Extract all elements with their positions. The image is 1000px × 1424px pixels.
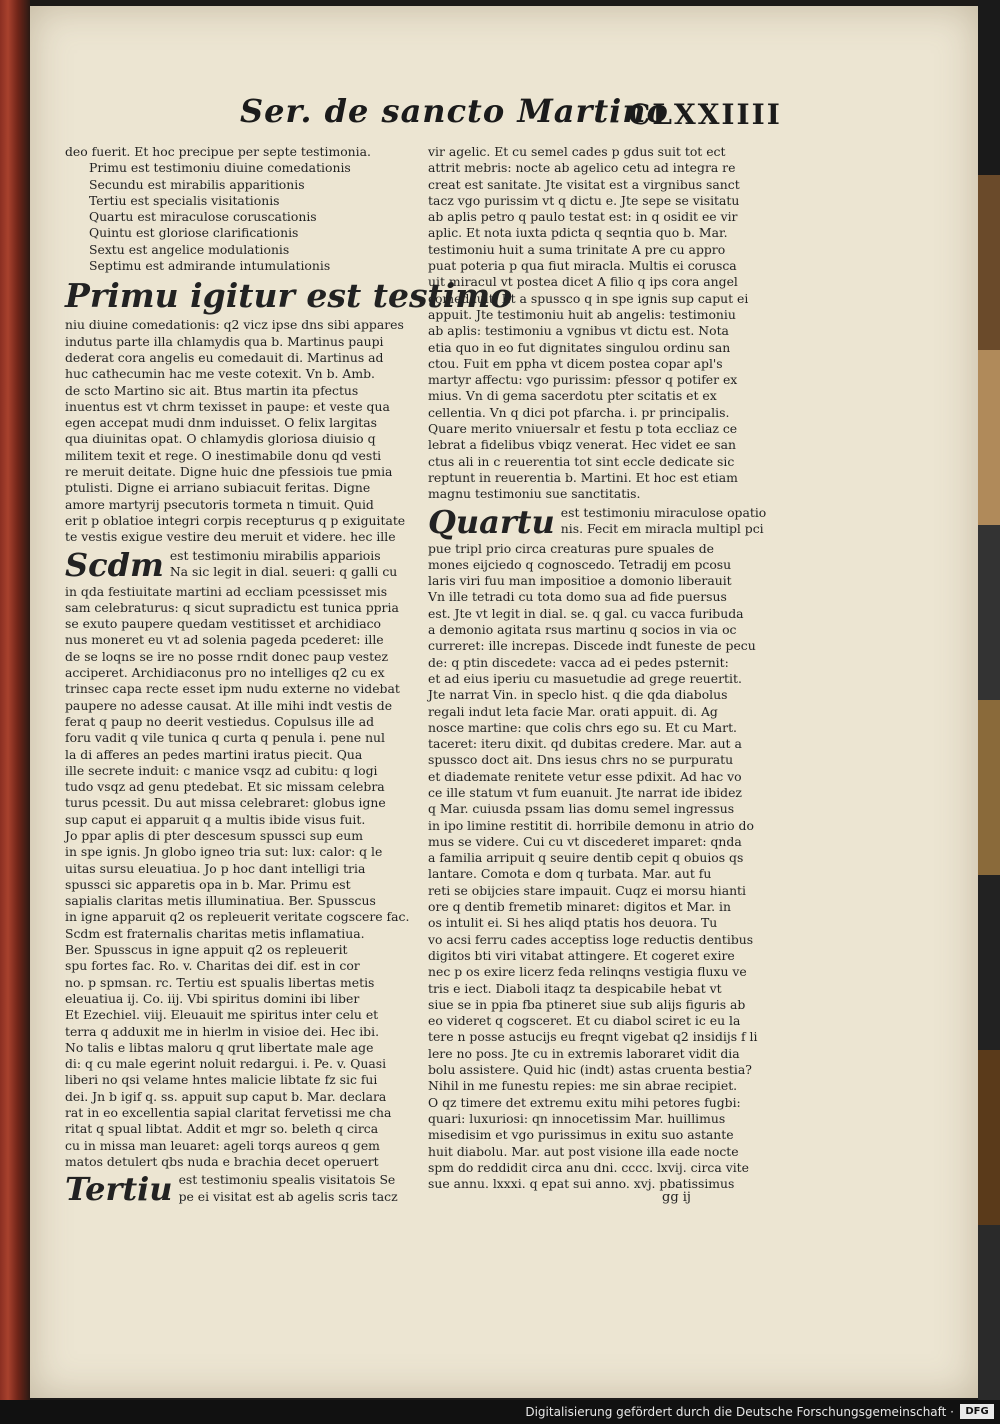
text-line: Et Ezechiel. viij. Eleuauit me spiritus inter celu et <box>65 1007 379 1023</box>
dfg-logo: DFG <box>960 1404 994 1419</box>
text-line: Septimu est admirande intumulationis <box>89 258 331 274</box>
text-line: taceret: iteru dixit. qd dubitas credere. Mar. aut a <box>428 736 742 752</box>
text-line: foru vadit q vile tunica q curta q penula i. pene nul <box>65 730 386 746</box>
section-secundum <box>65 545 400 584</box>
text-line: testimoniu huit a suma trinitate A pre cu appro <box>428 241 726 257</box>
section-heading-primum: Primu igitur est testimo <box>65 276 513 316</box>
text-line: tudo vsqz ad genu ptedebat. Et sic missam celebra <box>65 779 385 795</box>
text-line: curreret: ille increpas. Discede indt funeste de pecu <box>428 638 756 654</box>
text-line: mones eijciedo q cognoscedo. Tetradij em pcosu <box>428 556 732 572</box>
text-line: no. p spmsan. rc. Tertiu est spualis libertas metis <box>65 974 375 990</box>
text-line: paupere no adesse causat. At ille mihi indt vestis de <box>65 697 393 713</box>
text-line: di: q cu male egerint noluit redargui. i. Pe. v. Quasi <box>65 1056 387 1072</box>
text-line: Scdm est fraternalis charitas metis inflamatiua. <box>65 925 365 941</box>
text-line: et ad eius iperiu cu masuetudie ad grege reuertit. <box>428 670 742 686</box>
text-line: terra q adduxit me in hierlm in visioe dei. Hec ibi. <box>65 1023 380 1039</box>
text-line: uitas sursu eleuatiua. Jo p hoc dant intelligi tria <box>65 860 366 876</box>
text-line: uit miracul vt postea dicet A filio q ips cora angel <box>428 274 738 290</box>
text-line: matos detulert qbs nuda e brachia decet operuert <box>65 1153 379 1169</box>
text-line: magnu testimoniu sue sanctitatis. <box>428 486 641 502</box>
right-text-quartum <box>428 541 768 1193</box>
running-head: Ser. de sancto Martino <box>240 92 669 130</box>
text-line: Jte narrat Vin. in speclo hist. q die qda diabolus <box>428 687 728 703</box>
text-line: de se loqns se ire no posse rndit donec paup vestez <box>65 648 389 664</box>
text-line: ce ille statum vt fum euanuit. Jte narrat ide ibidez <box>428 784 742 800</box>
text-line: appuit. Jte testimoniu huit ab angelis: testimoniu <box>428 306 736 322</box>
text-line: est testimoniu miraculose opatio <box>560 504 767 520</box>
text-line: Quare merito vniuersalr et festu p tota eccliaz ce <box>428 421 738 437</box>
text-line: martyr affectu: vgo purissim: pfessor q potifer ex <box>428 372 738 388</box>
text-line: ore q dentib fremetib minaret: digitos et Mar. in <box>428 899 731 915</box>
text-line: Sextu est angelice modulationis <box>89 241 290 257</box>
text-line: tacz vgo purissim vt q dictu e. Jte sepe se visitatu <box>428 192 740 208</box>
text-line: Nihil in me funestu repies: me sin abrae recipiet. <box>428 1078 738 1094</box>
text-line: la di afferes an pedes martini iratus piecit. Qua <box>65 746 363 762</box>
text-line: de: q ptin discedete: vacca ad ei pedes psternit: <box>428 654 729 670</box>
text-line: lantare. Comota e dom q turbata. Mar. aut fu <box>428 866 712 882</box>
text-line: laris viri fuu man impositioe a domonio liberauit <box>428 573 732 589</box>
text-line: cu in missa man leuaret: ageli torqs aureos q gem <box>65 1137 380 1153</box>
text-line: ctus ali in c reuerentia tot sint eccle dedicate sic <box>428 453 735 469</box>
text-line: eo videret q cogsceret. Et cu diabol sciret ic eu la <box>428 1013 741 1029</box>
text-line: lebrat a fidelibus vbiqz venerat. Hec videt ee san <box>428 437 737 453</box>
folio-number: CLXXIIII <box>628 98 782 131</box>
text-line: sapialis claritas metis illuminatiua. Ber. Spusscus <box>65 893 376 909</box>
text-line: te vestis exigue vestire deu meruit et videre. hec ille <box>65 529 396 545</box>
left-column <box>65 144 513 1209</box>
text-line: lere no poss. Jte cu in extremis laboraret vidit dia <box>428 1045 740 1061</box>
text-line: ferat q paup no deerit vestiedus. Copulsus ille ad <box>65 713 375 729</box>
left-intro-list <box>65 144 400 274</box>
text-line: cellentia. Vn q dici pot pfarcha. i. pr principalis. <box>428 404 730 420</box>
text-line: de scto Martino sic ait. Btus martin ita pfectus <box>65 382 359 398</box>
text-line: sue annu. lxxxi. q epat sui anno. xvj. pbatissimus <box>428 1176 735 1192</box>
text-line: tere n posse astucijs eu freqnt vigebat q2 insidijs f li <box>428 1029 758 1045</box>
text-line: est testimoniu mirabilis appariois <box>169 547 381 563</box>
text-line: nis. Fecit em miracla multipl pci <box>560 520 764 536</box>
text-line: ab aplis petro q paulo testat est: in q osidit ee vir <box>428 209 738 225</box>
text-line: mus se videre. Cui cu vt discederet imparet: qnda <box>428 833 742 849</box>
initial-secundum: Scdm <box>65 545 164 584</box>
text-line: inuentus est vt chrm texisset in paupe: et veste qua <box>65 398 390 414</box>
text-line: eleuatiua ij. Co. iij. Vbi spiritus domini ibi liber <box>65 990 360 1006</box>
text-line: a familia arripuit q seuire dentib cepit q obuios qs <box>428 850 744 866</box>
text-line: aplic. Et nota iuxta pdicta q seqntia quo b. Mar. <box>428 225 728 241</box>
left-text-primum <box>65 317 406 545</box>
text-line: sam celebraturus: q sicut supradictu est tunica ppria <box>65 599 399 615</box>
text-line: spussco doct ait. Dns iesus chrs no se purpuratu <box>428 752 734 768</box>
text-line: bolu assistere. Quid hic (indt) astas cruenta bestia? <box>428 1062 752 1078</box>
text-line: a demonio agitata rsus martinu q socios in via oc <box>428 622 737 638</box>
text-line: acciperet. Archidiaconus pro no intelliges q2 cu ex <box>65 665 385 681</box>
text-line: ille secrete induit: c manice vsqz ad cubitu: q logi <box>65 762 378 778</box>
text-line: pe ei visitat est ab agelis scris tacz <box>178 1188 398 1204</box>
text-line: re meruit deitate. Digne huic dne pfessiois tue pmia <box>65 464 393 480</box>
text-line: os intulit ei. Si hes aliqd ptatis hos deuora. Tu <box>428 915 718 931</box>
text-line: digitos bti viri vitabat attingere. Et cogeret exire <box>428 947 735 963</box>
section-tertium <box>65 1170 400 1209</box>
text-line: creat est sanitate. Jte visitat est a virgnibus sanct <box>428 176 740 192</box>
text-line: est testimoniu spealis visitatois Se <box>178 1172 396 1188</box>
text-line: in igne apparuit q2 os repleuerit veritate cogscere fac. <box>65 909 410 925</box>
section-quartum <box>428 502 768 541</box>
initial-secundum-lines <box>170 548 397 581</box>
text-line: vir agelic. Et cu semel cades p gdus suit tot ect <box>428 144 726 159</box>
text-line: indutus parte illa chlamydis qua b. Martinus paupi <box>65 333 384 349</box>
text-line: siue se in ppia fba ptineret siue sub alijs figuris ab <box>428 996 746 1012</box>
text-line: Secundu est mirabilis apparitionis <box>89 176 305 192</box>
text-line: q Mar. cuiusda pssam lias domu semel ingressus <box>428 801 735 817</box>
right-text-top <box>428 144 768 503</box>
text-line: amore martyrij psecutoris tormeta n timuit. Quid <box>65 496 374 512</box>
text-line: Jo ppar aplis di pter descesum spussci sup eum <box>65 827 363 843</box>
text-line: rat in eo excellentia sapial claritat fervetissi me cha <box>65 1105 392 1121</box>
text-line: misedisim et vgo purissimus in exitu suo astante <box>428 1127 734 1143</box>
text-line: quari: luxuriosi: qn innocetissim Mar. huillimus <box>428 1110 726 1126</box>
text-line: Ber. Spusscus in igne appuit q2 os repleuerit <box>65 942 348 958</box>
text-line: in qda festiuitate martini ad eccliam pcessisset mis <box>65 583 388 599</box>
text-line: mius. Vn di gema sacerdotu pter scitatis et ex <box>428 388 717 404</box>
text-line: spu fortes fac. Ro. v. Charitas dei dif. est in cor <box>65 958 360 974</box>
initial-quartum: Quartu <box>428 502 555 541</box>
text-line: puat poteria p qua fiut miracla. Multis ei corusca <box>428 258 737 274</box>
text-line: se exuto paupere quedam vestitisset et archidiaco <box>65 616 381 632</box>
text-line: Quartu est miraculose coruscationis <box>89 209 317 225</box>
text-line: trinsec capa recte esset ipm nudu externe no videbat <box>65 681 400 697</box>
text-line: ab aplis: testimoniu a vgnibus vt dictu est. Nota <box>428 323 729 339</box>
text-line: spm do reddidit circa anu dni. cccc. lxvij. circa vite <box>428 1159 749 1175</box>
text-line: huit diabolu. Mar. aut post visione illa eade nocte <box>428 1143 739 1159</box>
text-line: Primu est testimoniu diuine comedationis <box>89 160 351 176</box>
text-line: attrit mebris: nocte ab agelico cetu ad integra re <box>428 160 736 176</box>
binding-edge <box>0 0 30 1400</box>
text-line: Tertiu est specialis visitationis <box>89 192 280 208</box>
text-line: ritat q spual libtat. Addit et mgr so. beleth q circa <box>65 1121 379 1137</box>
text-line: nec p os exire licerz feda relinqns vestigia fluxu ve <box>428 964 747 980</box>
color-calibration-strip <box>978 0 1000 1400</box>
text-line: reti se obijcies stare impauit. Cuqz ei morsu hianti <box>428 882 747 898</box>
text-line: No talis e libtas maloru q qrut libertate male age <box>65 1039 374 1055</box>
text-line: in ipo limine restitit di. horribile demonu in atrio do <box>428 817 754 833</box>
text-line: erit p oblatioe integri corpis recepturus q p exiguitate <box>65 512 406 528</box>
text-line: dei. Jn b igif q. ss. appuit sup caput b. Mar. declara <box>65 1088 387 1104</box>
text-line: in spe ignis. Jn globo igneo tria sut: lux: calor: q le <box>65 844 383 860</box>
text-line: egen accepat mudi dnm induisset. O felix largitas <box>65 415 377 431</box>
text-line: dederat cora angelis eu comedauit di. Martinus ad <box>65 349 384 365</box>
text-line: Quintu est gloriose clarificationis <box>89 225 299 241</box>
text-line: etia quo in eo fut dignitates singulou ordinu san <box>428 339 731 355</box>
text-line: nus moneret eu vt ad solenia pageda pcederet: ille <box>65 632 384 648</box>
text-line: Vn ille tetradi cu tota domo sua ad fide puersus <box>428 589 727 605</box>
text-line: est. Jte vt legit in dial. se. q gal. cu vacca furibuda <box>428 605 744 621</box>
initial-tertium-lines <box>179 1172 398 1205</box>
text-line: tris e iect. Diaboli itaqz ta despicabile hebat vt <box>428 980 722 996</box>
text-line: vo acsi ferru cades acceptiss loge reductis dentibus <box>428 931 754 947</box>
text-line: niu diuine comedationis: q2 vicz ipse dns sibi appares <box>65 317 404 333</box>
text-line: comedauit. Et a spussco q in spe ignis sup caput ei <box>428 290 749 306</box>
text-line: nosce martine: que colis chrs ego su. Et cu Mart. <box>428 719 737 735</box>
text-line: Na sic legit in dial. seueri: q galli cu <box>169 563 398 579</box>
text-line: spussci sic apparetis opa in b. Mar. Primu est <box>65 876 351 892</box>
footer-credit: Digitalisierung gefördert durch die Deutsche Forschungsgemeinschaft · <box>525 1405 954 1419</box>
text-line: ctou. Fuit em ppha vt dicem postea copar apl's <box>428 355 723 371</box>
text-line: reptunt in reuerentia b. Martini. Et hoc est etiam <box>428 469 738 485</box>
text-line: O qz timere det extremu exitu mihi petores fugbi: <box>428 1094 741 1110</box>
text-line: turus pcessit. Du aut missa celebraret: globus igne <box>65 795 386 811</box>
right-column <box>428 144 768 1192</box>
text-line: regali indut leta facie Mar. orati appuit. di. Ag <box>428 703 718 719</box>
initial-quartum-lines <box>561 505 766 538</box>
text-line: ptulisti. Digne ei arriano subiacuit feritas. Digne <box>65 480 371 496</box>
initial-tertium: Tertiu <box>65 1170 173 1209</box>
text-line: qua diuinitas opat. O chlamydis gloriosa diuisio q <box>65 431 376 447</box>
text-line: et diademate renitete vetur esse pdixit. Ad hac vo <box>428 768 742 784</box>
left-text-secundum <box>65 583 410 1171</box>
signature-mark: gg ij <box>662 1190 691 1205</box>
text-line: huc cathecumin hac me veste cotexit. Vn b. Amb. <box>65 366 375 382</box>
text-line: sup caput ei apparuit q a multis ibide visus fuit. <box>65 811 366 827</box>
text-line: deo fuerit. Et hoc precipue per septe testimonia. <box>65 144 371 159</box>
text-line: militem texit et rege. O inestimabile donu qd vesti <box>65 447 382 463</box>
footer-bar <box>0 1400 1000 1424</box>
text-line: liberi no qsi velame hntes malicie libtate fz sic fui <box>65 1072 378 1088</box>
text-line: pue tripl prio circa creaturas pure spuales de <box>428 540 714 556</box>
